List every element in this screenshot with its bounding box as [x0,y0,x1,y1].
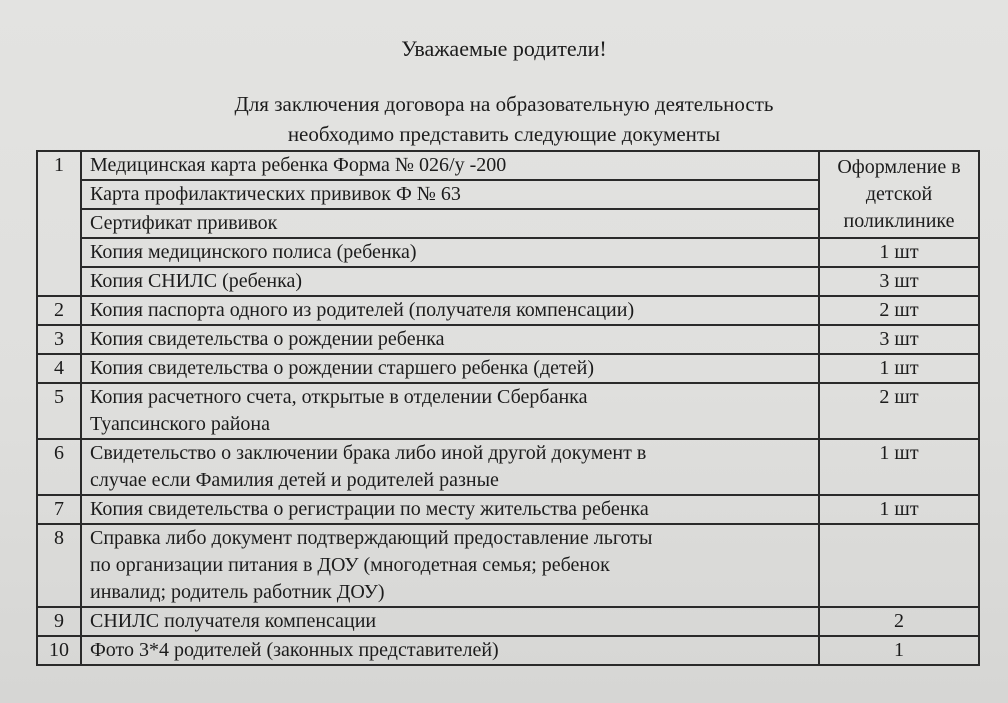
row-description: Карта профилактических прививок Ф № 63 [81,180,819,209]
row-qty: 3 шт [819,267,979,296]
page-heading: Уважаемые родители! [401,36,607,61]
row-qty: 1 шт [819,238,979,267]
row-description: Медицинская карта ребенка Форма № 026/у -200 [81,151,819,180]
row-qty: 1 [819,636,979,665]
table-row [37,238,979,267]
intro-line: Для заключения договора на образовательную деятельность [234,92,774,116]
row-description: Копия свидетельства о регистрации по месту жительства ребенка [81,495,819,524]
row-description: Сертификат прививок [81,209,819,238]
row-number: 3 [37,325,81,354]
table-row [37,354,979,383]
row-qty: 3 шт [819,325,979,354]
table-row [37,151,979,180]
intro-line: необходимо представить следующие документы [287,122,721,146]
table-row [37,636,979,665]
row-qty: 1 шт [819,495,979,524]
table-row [37,495,979,524]
row-number: 9 [37,607,81,636]
row-description: Копия свидетельства о рождении ребенка [81,325,819,354]
table-row [37,267,979,296]
table-row [37,524,979,607]
row-description: Копия расчетного счета, открытые в отделении Сбербанка Туапсинского района [81,383,819,439]
table-row [37,383,979,439]
row-qty: 2 [819,607,979,636]
row-description: Копия СНИЛС (ребенка) [81,267,819,296]
row-description: Справка либо документ подтверждающий предоставление льготы по организации питания в ДОУ (многодетная семья; ребенок инвалид; родитель работник ДОУ) [81,524,819,607]
intro-text [0,89,1008,149]
row-number: 1 [37,151,81,296]
row-description: Копия медицинского полиса (ребенка) [81,238,819,267]
merged-qty-note: Оформление в детской поликлинике [819,151,979,238]
row-number: 10 [37,636,81,665]
row-qty: 2 шт [819,383,979,439]
row-number: 8 [37,524,81,607]
row-number: 7 [37,495,81,524]
row-description: Копия свидетельства о рождении старшего ребенка (детей) [81,354,819,383]
row-qty: 1 шт [819,439,979,495]
table-row [37,325,979,354]
documents-table [36,150,980,666]
row-number: 4 [37,354,81,383]
row-description: Фото 3*4 родителей (законных представителей) [81,636,819,665]
table-row [37,296,979,325]
row-number: 5 [37,383,81,439]
table-row [37,439,979,495]
row-qty: 1 шт [819,354,979,383]
row-number: 6 [37,439,81,495]
row-number: 2 [37,296,81,325]
row-description: СНИЛС получателя компенсации [81,607,819,636]
row-qty: 2 шт [819,296,979,325]
row-description: Копия паспорта одного из родителей (получателя компенсации) [81,296,819,325]
table-row [37,607,979,636]
row-description: Свидетельство о заключении брака либо иной другой документ в случае если Фамилия детей и родителей разные [81,439,819,495]
row-qty [819,524,979,607]
